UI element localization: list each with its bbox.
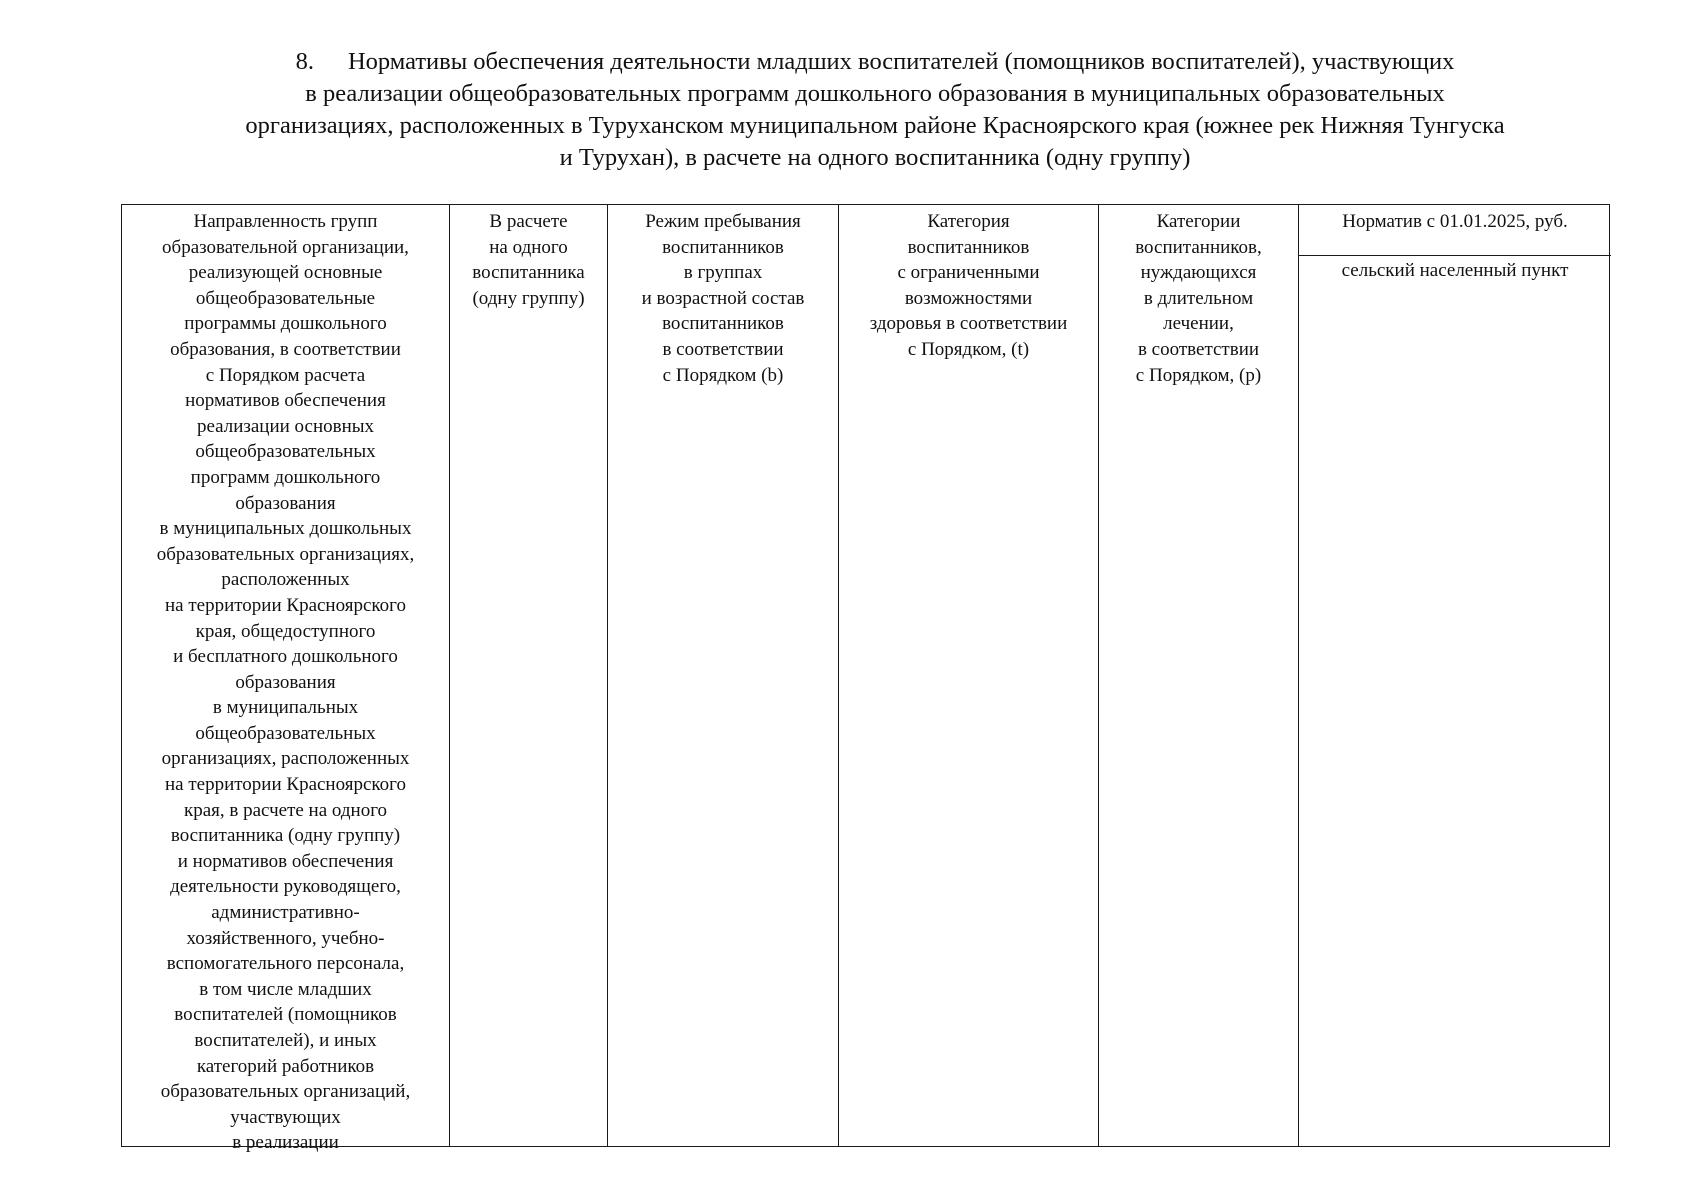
header-text-line: Категории (1156, 211, 1241, 232)
header-text-line: края, общедоступного (195, 620, 376, 642)
header-text-line: в муниципальных (212, 697, 359, 719)
normative-subheader-rural: сельский населенный пункт (1341, 260, 1569, 281)
header-text-line: реализующей основные (188, 262, 383, 284)
header-text-line: образовательной организации, (162, 236, 409, 258)
header-text-line: воспитанников, (1135, 236, 1262, 258)
column-stay-mode (608, 205, 839, 1146)
header-text-line: участвующих (230, 1106, 341, 1128)
header-text-line: на территории Красноярского (165, 774, 406, 796)
header-text-line: в группах (683, 262, 763, 284)
header-text-line: нуждающихся (1140, 262, 1257, 284)
column-disability-category (839, 205, 1099, 1146)
header-text-line: образования (235, 671, 336, 693)
header-text-line: воспитателей), и иных (194, 1030, 377, 1051)
header-text-line: и возрастной состав (641, 287, 805, 309)
header-text-line: деятельности руководящего, (170, 876, 401, 898)
header-text-line: общеобразовательные (195, 287, 376, 309)
header-text-line: образовательных организаций, (160, 1081, 411, 1103)
title-line-4: и Турухан), в расчете на одного воспитанника (одну группу) (559, 144, 1191, 171)
header-text-line: воспитанников (907, 236, 1030, 258)
title-line-1: 8. Нормативы обеспечения деятельности младших воспитателей (помощников воспитателей), участвующих (295, 48, 1455, 75)
document-title (150, 46, 1600, 174)
header-text-line: нормативов обеспечения (185, 390, 386, 412)
header-text-line: Режим пребывания (645, 211, 801, 232)
header-text-line: края, в расчете на одного (183, 799, 388, 821)
header-text-line: реализации основных (196, 415, 375, 437)
header-text-line: в длительном (1143, 287, 1254, 309)
header-text-line: расположенных (221, 569, 350, 591)
header-text-line: на территории Красноярского (165, 594, 406, 616)
header-text-line: вспомогательного персонала, (166, 953, 405, 975)
header-text-line: и нормативов обеспечения (177, 850, 394, 872)
header-text-line: Направленность групп (193, 211, 378, 232)
header-text-line: в муниципальных дошкольных (159, 518, 412, 540)
header-text-line: с Порядком, (p) (1135, 364, 1262, 386)
header-text-line: воспитателей (помощников (174, 1004, 397, 1026)
column-group-direction (122, 205, 450, 1154)
header-text-line: образования, в соответствии (170, 338, 401, 360)
column-normative (1299, 205, 1611, 1146)
header-text-line: с Порядком (b) (662, 364, 784, 386)
header-text-line: административно- (211, 902, 360, 924)
normative-table (121, 204, 1610, 1154)
header-text-line: Категория (927, 211, 1010, 232)
header-text-line: на одного (489, 236, 568, 258)
header-text-line: категорий работников (196, 1055, 375, 1077)
header-text-line: с ограниченными (897, 262, 1040, 284)
header-text-line: и бесплатного дошкольного (173, 646, 398, 668)
header-text-line: воспитанника (472, 262, 585, 284)
header-text-line: воспитанника (одну группу) (170, 825, 401, 847)
header-text-line: программ дошкольного (190, 466, 381, 488)
header-text-line: программы дошкольного (184, 313, 387, 335)
header-text-line: общеобразовательных (195, 722, 376, 744)
column-per-pupil (450, 205, 608, 1146)
header-text-line: хозяйственного, учебно- (186, 927, 385, 949)
header-text-line: с Порядком, (t) (907, 338, 1030, 360)
header-text-line: (одну группу) (472, 287, 585, 309)
header-text-line: общеобразовательных (195, 441, 376, 463)
header-text-line: возможностями (904, 287, 1033, 309)
header-text-line: в реализации (232, 1132, 339, 1154)
header-text-line: в соответствии (662, 338, 784, 360)
header-text-line: организациях, расположенных (161, 748, 410, 770)
header-text-line: лечении, (1163, 313, 1234, 335)
header-text-line: воспитанников (662, 236, 784, 258)
header-text-line: здоровья в соответствии (869, 313, 1068, 335)
header-text-line: образования (235, 492, 336, 514)
header-text-line: образовательных организациях, (156, 543, 415, 565)
title-line-2: в реализации общеобразовательных программ дошкольного образования в муниципальных образовательных (305, 80, 1445, 107)
normative-header: Норматив с 01.01.2025, руб. (1299, 207, 1611, 256)
column-long-treatment-category (1099, 205, 1299, 1146)
header-text-line: В расчете (489, 211, 568, 232)
header-text-line: в том числе младших (199, 978, 372, 1000)
header-text-line: в соответствии (1137, 338, 1260, 360)
header-text-line: с Порядком расчета (205, 364, 366, 386)
title-line-3: организациях, расположенных в Туруханском муниципальном районе Красноярского края (южнее рек Нижняя Тунгуска (245, 112, 1505, 139)
section-number: 8. (295, 48, 314, 75)
header-text-line: воспитанников (662, 313, 784, 335)
